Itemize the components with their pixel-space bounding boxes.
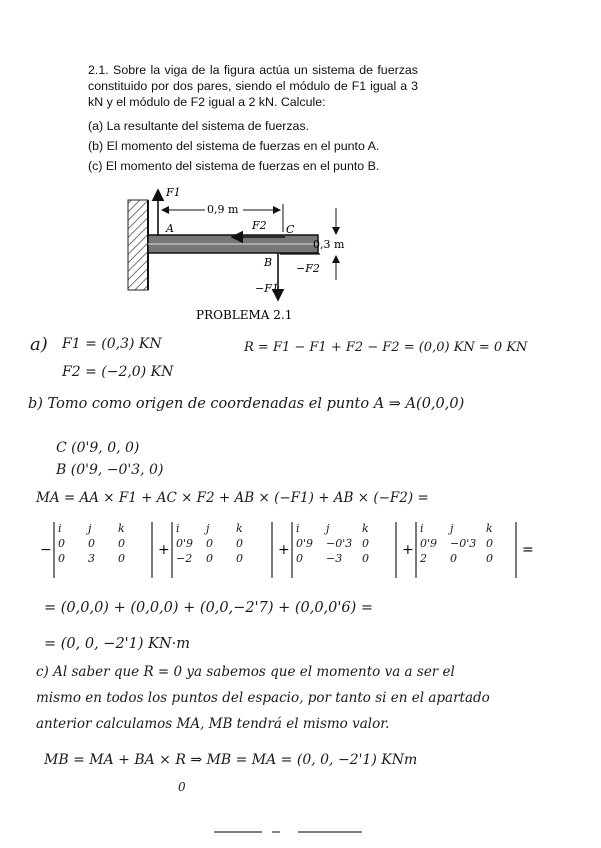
label-f1: F1 [166, 186, 181, 199]
hw-a-f1: F1 = (0,3) KN [62, 336, 162, 352]
beam-figure [0, 0, 601, 330]
label-dim-h: 0,9 m [207, 203, 239, 216]
item-c: (c) El momento del sistema de fuerzas en el punto B. [88, 159, 380, 173]
det-1: i j k 0 0 0 0 3 0 [58, 522, 125, 565]
hw-c-mb: MB = MA + BA × R ⇒ MB = MA = (0, 0, −2'1) KNm [44, 752, 418, 768]
label-b: B [264, 256, 273, 269]
hw-b-b: B (0'9, −0'3, 0) [56, 462, 164, 478]
svg-text:=: = [522, 542, 534, 558]
svg-text:+: + [402, 542, 414, 558]
hw-b-intro: b) Tomo como origen de coordenadas el punto A ⇒ A(0,0,0) [28, 396, 465, 412]
item-a: (a) La resultante del sistema de fuerzas. [88, 119, 310, 133]
label-a: A [166, 222, 174, 235]
hw-c-line2: mismo en todos los puntos del espacio, por tanto si en el apartado [36, 690, 490, 706]
hw-a-f2: F2 = (−2,0) KN [62, 364, 174, 380]
figure-caption: PROBLEMA 2.1 [196, 308, 293, 322]
hw-b-ma: MA = AA × F1 + AC × F2 + AB × (−F1) + AB × (−F2) = [36, 490, 429, 506]
hw-a-label: a) [30, 334, 48, 355]
det-4: i j k 0'9 −0'3 0 2 0 0 [420, 522, 493, 565]
label-dim-v: 0,3 m [313, 238, 345, 251]
hw-c-line1: c) Al saber que R = 0 ya sabemos que el momento va a ser el [36, 664, 455, 680]
svg-text:+: + [158, 542, 170, 558]
label-f2: F2 [252, 219, 267, 232]
label-minus-f1: −F1 [255, 282, 279, 295]
hw-b-c: C (0'9, 0, 0) [56, 440, 140, 456]
hw-sum-line: = (0,0,0) + (0,0,0) + (0,0,−2'7) + (0,0,0'6) = [44, 600, 374, 616]
det-2: i j k 0'9 0 0 −2 0 0 [176, 522, 243, 565]
wall [128, 200, 148, 290]
svg-text:+: + [278, 542, 290, 558]
bottom-dashes [0, 822, 601, 842]
label-c: C [286, 223, 295, 236]
hw-ma-result: = (0, 0, −2'1) KN·m [44, 636, 191, 652]
item-b: (b) El momento del sistema de fuerzas en el punto A. [88, 139, 380, 153]
hw-c-zero: 0 [178, 780, 186, 794]
svg-text:−: − [40, 542, 52, 558]
hw-a-r: R = F1 − F1 + F2 − F2 = (0,0) KN = 0 KN [244, 340, 528, 355]
hw-c-line3: anterior calculamos MA, MB tendrá el mismo valor. [36, 716, 390, 732]
label-minus-f2: −F2 [296, 262, 320, 275]
det-3: i j k 0'9 −0'3 0 0 −3 0 [296, 522, 369, 565]
determinants-row [40, 518, 560, 582]
problem-statement: 2.1. Sobre la viga de la figura actúa un sistema de fuerzas constituido por dos pares, siendo el módulo de F1 igual a 3 kN y el módulo de F2 igual a 2 kN. Calcule: [88, 63, 418, 109]
